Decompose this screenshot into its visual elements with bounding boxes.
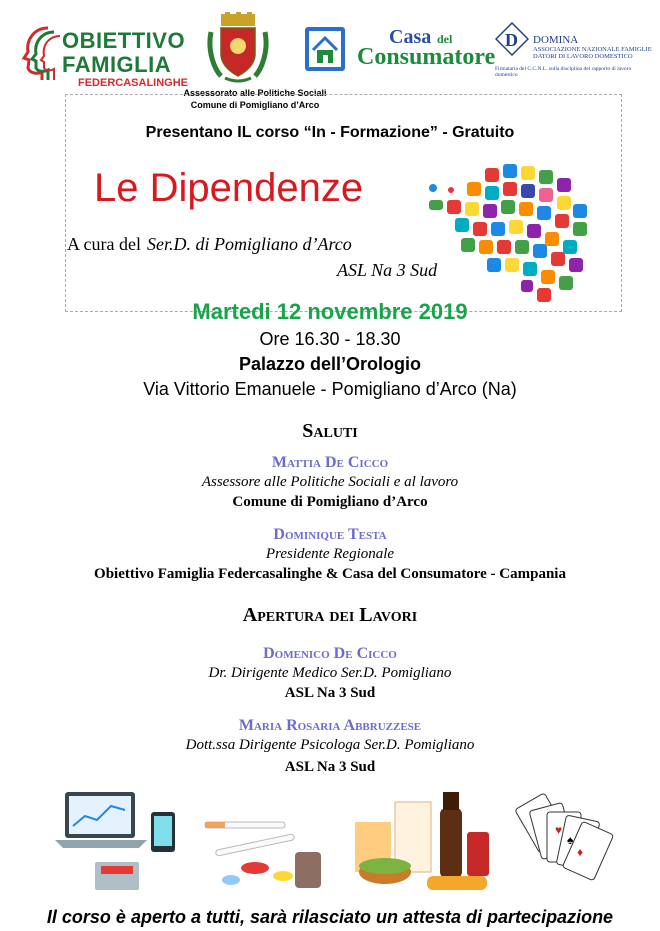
playing-cards-icon (515, 793, 614, 881)
speaker-name: Mattia De Cicco (271, 454, 389, 471)
logo-text-del: del (437, 32, 453, 46)
event-time: Ore 16.30 - 18.30 (259, 329, 401, 349)
obiettivo-famiglia-logo (18, 22, 193, 89)
domina-note: Firmataria del C.C.N.L. sulla disciplina del rapporto di lavoro domestico (495, 66, 632, 78)
speaker-org: ASL Na 3 Sud (284, 759, 376, 775)
organizer-label: A cura del (67, 234, 141, 254)
speaker-org: ASL Na 3 Sud (284, 685, 376, 701)
speaker-org: Obiettivo Famiglia Federcasalinghe & Casa del Consumatore - Campania (94, 566, 566, 582)
domina-subtitle: ASSOCIAZIONE NAZIONALE FAMIGLIE DATORI DI LAVORO DOMESTICO (533, 46, 652, 60)
profile-face-icon (18, 24, 62, 80)
domina-d-icon (495, 22, 529, 56)
saluti-heading: Saluti (302, 420, 358, 442)
speaker-org: Comune di Pomigliano d’Arco (232, 494, 428, 510)
speaker-role: Dott.ssa Dirigente Psicologa Ser.D. Pomigliano (185, 737, 475, 753)
speaker-name: Dominique Testa (273, 526, 387, 543)
assessorato-line2: Comune di Pomigliano d’Arco (190, 100, 320, 110)
asl-label: ASL Na 3 Sud (337, 260, 438, 280)
municipal-crest-icon (207, 12, 269, 84)
page-title: Le Dipendenze (94, 166, 364, 210)
organizer-value: Ser.D. di Pomigliano d’Arco (146, 234, 352, 254)
speaker-role: Presidente Regionale (265, 546, 395, 562)
logo-text-consumatore: Consumatore (357, 44, 496, 70)
addictions-illustration-strip (55, 782, 615, 900)
logo-text-casa: Casa (389, 26, 432, 48)
domina-name: DOMINA (533, 34, 579, 46)
logo-text-obiettivo: OBIETTIVO (62, 28, 186, 53)
svg-text:♠: ♠ (567, 833, 574, 847)
course-announcement: Presentano IL corso “In - Formazione” - Gratuito (145, 124, 515, 141)
svg-text:D: D (505, 30, 518, 50)
logo-text-federcasalinghe: FEDERCASALINGHE (78, 77, 189, 89)
event-address: Via Vittorio Emanuele - Pomigliano d’Arco (Na) (143, 379, 517, 399)
speaker-role: Dr. Dirigente Medico Ser.D. Pomigliano (208, 665, 452, 681)
assessorato-line1: Assessorato alle Politiche Sociali (183, 88, 327, 98)
svg-text:♦: ♦ (577, 845, 584, 859)
colorful-head-icons-illustration (425, 160, 595, 310)
speaker-name: Domenico De Cicco (263, 645, 397, 662)
organizer-line (67, 234, 352, 255)
laptop-icon (55, 792, 175, 890)
event-date: Martedi 12 novembre 2019 (192, 299, 468, 324)
speaker-role: Assessore alle Politiche Sociali e al lavoro (201, 474, 459, 490)
domina-logo (495, 22, 655, 80)
svg-text:♥: ♥ (555, 823, 563, 837)
logo-text-famiglia: FAMIGLIA (62, 52, 172, 77)
footer-note: Il corso è aperto a tutti, sarà rilasciato un attesta di partecipazione (46, 907, 614, 927)
casa-del-consumatore-logo (355, 26, 496, 72)
junk-food-drinks-icon (355, 792, 489, 890)
house-icon (304, 26, 346, 72)
apertura-heading: Apertura dei Lavori (242, 604, 418, 626)
pills-cigarettes-icon (205, 822, 321, 888)
event-venue: Palazzo dell’Orologio (238, 354, 422, 374)
speaker-name: Maria Rosaria Abbruzzese (238, 717, 422, 734)
